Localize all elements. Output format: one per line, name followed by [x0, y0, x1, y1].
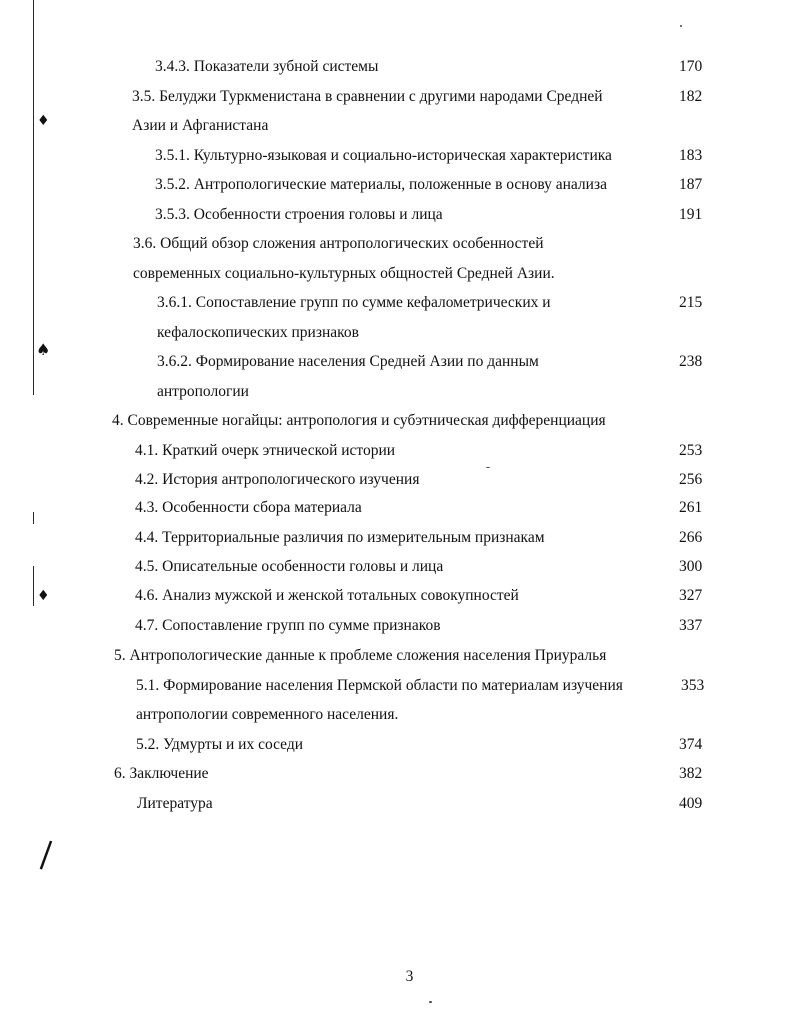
toc-entry-title: 5. Антропологические данные к проблеме сложения населения Приуралья — [114, 647, 607, 664]
scan-speck — [486, 467, 490, 468]
toc-entry-title: 3.6.1. Сопоставление групп по сумме кефалометрических и — [157, 294, 551, 311]
toc-entry-title: антропологии — [157, 383, 249, 400]
toc-entry-page: 409 — [679, 795, 703, 812]
binding-line — [33, 0, 34, 395]
toc-entry-page: 300 — [679, 558, 703, 575]
toc-entry-title: Литература — [137, 795, 213, 812]
toc-entry-page: 266 — [679, 529, 703, 546]
scan-speck — [429, 1001, 432, 1003]
toc-entry-page: 182 — [679, 88, 703, 105]
toc-entry-title: 3.5. Белуджи Туркменистана в сравнении с другими народами Средней — [132, 88, 603, 105]
toc-entry-title: 4.6. Анализ мужской и женской тотальных совокупностей — [135, 587, 519, 604]
toc-entry-title: кефалоскопических признаков — [157, 324, 359, 341]
toc-entry-page: 261 — [679, 499, 703, 516]
toc-entry-title: 5.1. Формирование населения Пермской области по материалам изучения — [136, 677, 623, 694]
page-number: 3 — [405, 968, 414, 985]
toc-entry-page: 183 — [679, 147, 703, 164]
toc-entry-title: 3.5.3. Особенности строения головы и лица — [155, 206, 443, 223]
toc-entry-page: 253 — [679, 442, 703, 459]
toc-entry-page: 382 — [679, 765, 703, 782]
ink-blot-icon: ❘ — [28, 832, 65, 875]
binding-mark — [33, 512, 34, 524]
toc-entry-page: 374 — [679, 736, 703, 753]
toc-entry-title: 4. Современные ногайцы: антропология и субэтническая дифференциация — [112, 412, 606, 429]
toc-entry-title: 3.5.2. Антропологические материалы, положенные в основу анализа — [155, 176, 607, 193]
toc-entry-title: 5.2. Удмурты и их соседи — [136, 736, 304, 753]
toc-entry-title: 4.4. Территориальные различия по измерительным признакам — [135, 529, 545, 546]
toc-entry-title: 3.6.2. Формирование населения Средней Азии по данным — [157, 353, 539, 370]
toc-entry-title: 3.6. Общий обзор сложения антропологических особенностей — [133, 235, 544, 252]
toc-entry-title: Азии и Афганистана — [132, 117, 269, 134]
toc-entry-title: 4.7. Сопоставление групп по сумме признаков — [135, 617, 441, 634]
toc-entry-page: 215 — [679, 294, 703, 311]
toc-entry-title: 4.1. Краткий очерк этнической истории — [135, 442, 396, 459]
toc-entry-page: 337 — [679, 617, 703, 634]
ink-blot-icon: ♠ — [36, 340, 51, 359]
toc-entry-title: 4.3. Особенности сбора материала — [135, 499, 362, 516]
toc-entry-page: 191 — [679, 206, 703, 223]
toc-entry-title: антропологии современного населения. — [136, 706, 399, 723]
toc-entry-page: 187 — [679, 176, 703, 193]
toc-entry-page: 353 — [681, 677, 705, 694]
scan-speck — [680, 25, 682, 27]
toc-entry-title: 6. Заключение — [114, 765, 209, 782]
toc-entry-page: 170 — [679, 58, 703, 75]
toc-entry-title: 4.5. Описательные особенности головы и лица — [135, 558, 444, 575]
toc-entry-title: 4.2. История антропологического изучения — [135, 471, 420, 488]
toc-entry-title: 3.5.1. Культурно-языковая и социально-историческая характеристика — [155, 147, 612, 164]
toc-entry-page: 256 — [679, 471, 703, 488]
toc-entry-title: 3.4.3. Показатели зубной системы — [155, 58, 379, 75]
toc-entry-title: современных социально-культурных общностей Средней Азии. — [133, 265, 555, 282]
ink-blot-icon: ♦ — [37, 588, 50, 604]
ink-blot-icon: ♦ — [37, 113, 50, 129]
toc-entry-page: 327 — [679, 587, 703, 604]
toc-entry-page: 238 — [679, 353, 703, 370]
binding-line-lower — [33, 566, 34, 606]
